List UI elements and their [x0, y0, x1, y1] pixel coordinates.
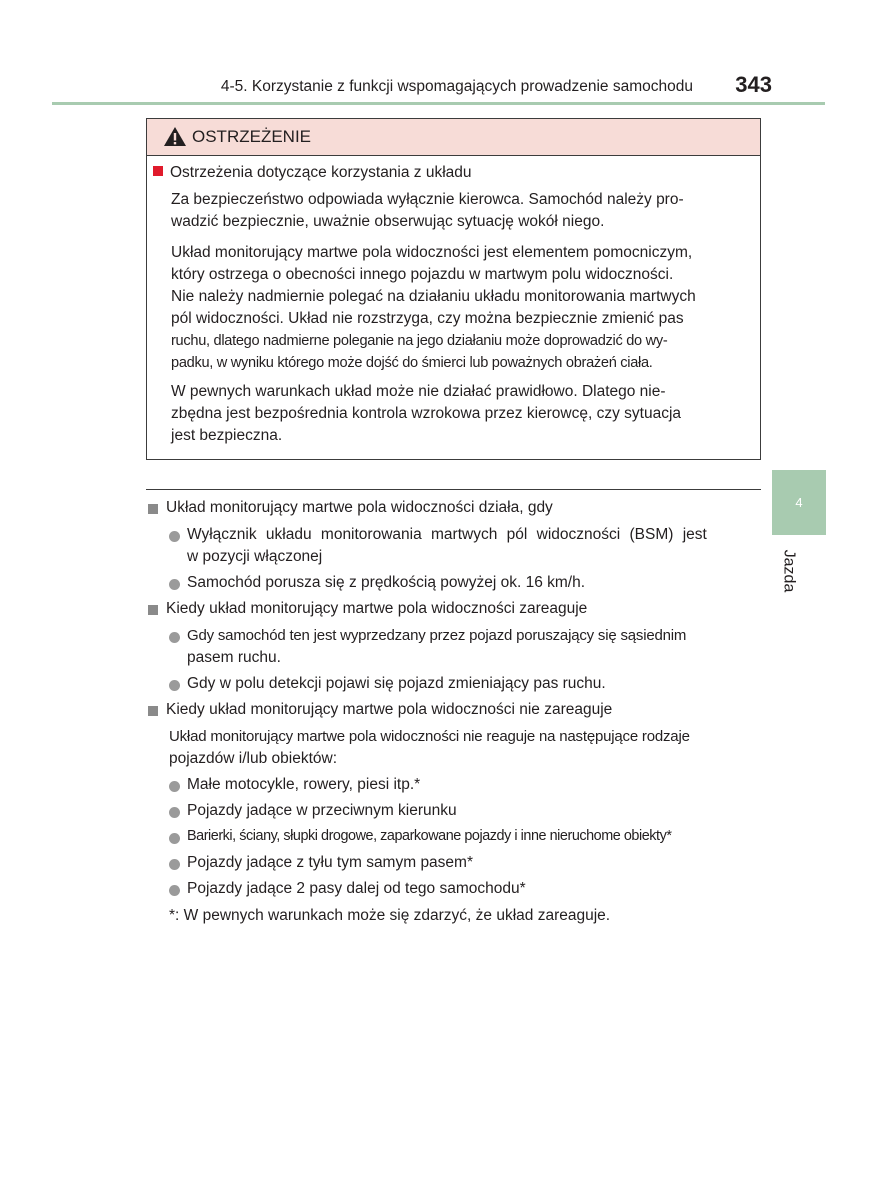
warning-header — [147, 119, 760, 156]
gray-dot-bullet-icon — [169, 859, 180, 870]
warning-paragraph — [171, 242, 747, 374]
warning-subheading: Ostrzeżenia dotyczące korzystania z układu — [153, 164, 472, 182]
gray-square-bullet-icon — [148, 706, 158, 716]
gray-dot-bullet-icon — [169, 579, 180, 590]
list-item: Gdy w polu detekcji pojawi się pojazd zmieniający pas ruchu. — [187, 675, 606, 692]
text-line: który ostrzega o obecności innego pojazdu w martwym polu widoczności. — [171, 266, 674, 283]
page-number: 343 — [735, 72, 772, 97]
text-line: zbędna jest bezpośrednia kontrola wzrokowa przez kierowcę, czy sytuacja — [171, 405, 682, 422]
list-item: Małe motocykle, rowery, piesi itp.* — [187, 776, 421, 793]
text-line: padku, w wyniku którego może dojść do śmierci lub poważnych obrażeń ciała. — [171, 355, 653, 371]
gray-dot-bullet-icon — [169, 632, 180, 643]
text-line: Nie należy nadmiernie polegać na działaniu układu monitorowania martwych — [171, 288, 696, 305]
section-intro: Układ monitorujący martwe pola widoczności nie reaguje na następujące rodzaje — [169, 728, 690, 745]
warning-paragraph — [171, 381, 747, 447]
list-item: Wyłącznik układu monitorowania martwych pól widoczności (BSM) jest — [187, 526, 707, 543]
list-item-continuation: pasem ruchu. — [187, 649, 281, 666]
text-line: wadzić bezpiecznie, uważnie obserwując sytuację wokół niego. — [171, 213, 605, 230]
list-item: Pojazdy jadące w przeciwnym kierunku — [187, 802, 457, 819]
text-line: ruchu, dlatego nadmierne poleganie na jego działaniu może doprowadzić do wy- — [171, 333, 668, 349]
list-item-continuation: w pozycji włączonej — [187, 548, 323, 565]
section-intro: pojazdów i/lub obiektów: — [169, 750, 338, 767]
list-item: Gdy samochód ten jest wyprzedzany przez pojazd poruszający się sąsiednim — [187, 627, 687, 644]
section-divider — [146, 489, 761, 490]
gray-square-bullet-icon — [148, 504, 158, 514]
text-line: pól widoczności. Układ nie rozstrzyga, czy można bezpiecznie zmienić pas — [171, 310, 684, 327]
section-heading: Kiedy układ monitorujący martwe pola widoczności nie zareaguje — [166, 701, 613, 718]
warning-paragraph — [171, 189, 747, 233]
list-item: Pojazdy jadące z tyłu tym samym pasem* — [187, 854, 473, 871]
chapter-tab — [772, 470, 826, 535]
header-rule — [52, 102, 825, 105]
section-heading: Układ monitorujący martwe pola widoczności działa, gdy — [166, 499, 553, 516]
gray-dot-bullet-icon — [169, 807, 180, 818]
gray-dot-bullet-icon — [169, 885, 180, 896]
gray-dot-bullet-icon — [169, 680, 180, 691]
section-header-title: 4-5. Korzystanie z funkcji wspomagających prowadzenie samochodu — [220, 78, 693, 95]
warning-title: OSTRZEŻENIE — [192, 127, 312, 146]
footnote: *: W pewnych warunkach może się zdarzyć, że układ zareaguje. — [169, 907, 611, 924]
chapter-number: 4 — [795, 495, 803, 510]
section-heading: Kiedy układ monitorujący martwe pola widoczności zareaguje — [166, 600, 588, 617]
text-line: jest bezpieczna. — [171, 427, 283, 444]
text-line: Układ monitorujący martwe pola widoczności jest elementem pomocniczym, — [171, 244, 693, 261]
text-line: W pewnych warunkach układ może nie działać prawidłowo. Dlatego nie- — [171, 383, 666, 400]
list-item: Barierki, ściany, słupki drogowe, zaparkowane pojazdy i inne nieruchome obiekty* — [187, 828, 672, 844]
list-item: Samochód porusza się z prędkością powyżej ok. 16 km/h. — [187, 574, 586, 591]
gray-dot-bullet-icon — [169, 833, 180, 844]
text-line: Za bezpieczeństwo odpowiada wyłącznie kierowca. Samochód należy pro- — [171, 191, 684, 208]
red-square-bullet-icon — [153, 166, 163, 176]
warning-box — [146, 118, 761, 460]
gray-square-bullet-icon — [148, 605, 158, 615]
gray-dot-bullet-icon — [169, 531, 180, 542]
chapter-label-text: Jazda — [780, 549, 798, 593]
gray-dot-bullet-icon — [169, 781, 180, 792]
warning-triangle-icon — [163, 126, 187, 147]
chapter-label — [779, 540, 819, 600]
list-item: Pojazdy jadące 2 pasy dalej od tego samochodu* — [187, 880, 526, 897]
